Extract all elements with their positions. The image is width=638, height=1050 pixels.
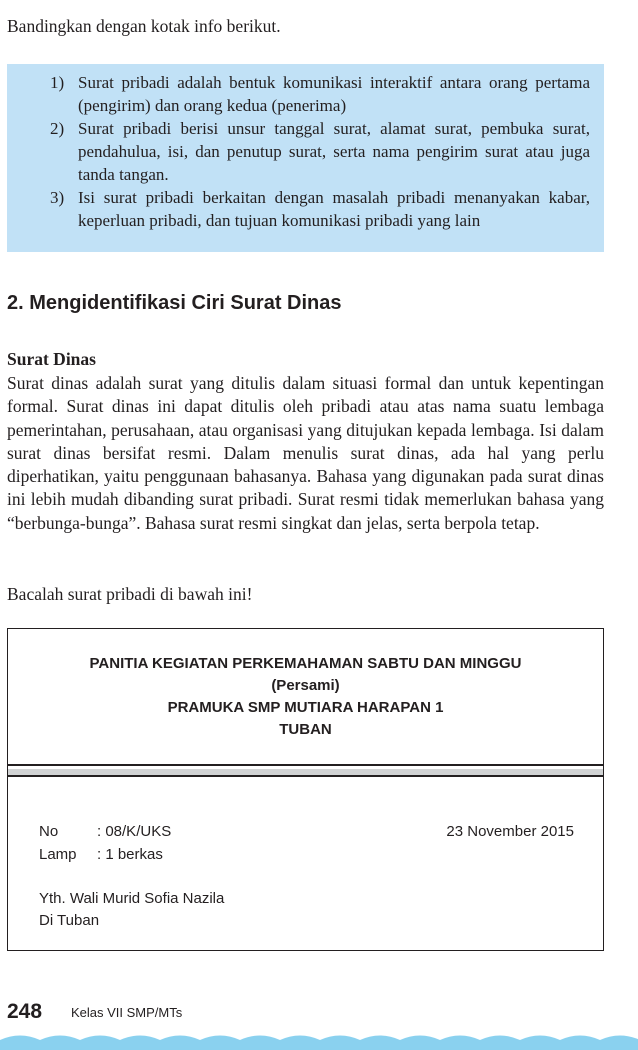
letter-number-label: No: [39, 823, 59, 840]
letter-number-value: : 08/K/UKS: [97, 823, 172, 840]
letter-header-line: PANITIA KEGIATAN PERKEMAHAMAN SABTU DAN MINGGU: [89, 655, 522, 672]
letter-recipient: [39, 888, 224, 932]
letter-number-row: [39, 823, 171, 840]
attachment-label: Lamp: [39, 846, 77, 863]
book-title: Kelas VII SMP/MTs: [71, 1005, 183, 1020]
info-item-number: 3): [50, 188, 65, 207]
read-prompt: Bacalah surat pribadi di bawah ini!: [7, 584, 253, 604]
attachment-value: : 1 berkas: [97, 846, 163, 863]
letter-date: 23 November 2015: [446, 823, 574, 840]
info-item-text: Surat pribadi adalah bentuk komunikasi interaktif antara orang pertama (pengirim) dan orang kedua (penerima): [78, 73, 590, 115]
info-item: [50, 71, 590, 117]
letterhead-rule: [8, 775, 603, 777]
letter-box: [7, 628, 604, 951]
intro-text: Bandingkan dengan kotak info berikut.: [7, 16, 281, 36]
letterhead-rule: [8, 764, 603, 766]
letter-header-line: PRAMUKA SMP MUTIARA HARAPAN 1: [167, 699, 444, 716]
page-number: 248: [7, 1000, 43, 1023]
letter-header: [8, 653, 603, 741]
sub-heading: Surat Dinas: [7, 349, 96, 369]
recipient-name: Yth. Wali Murid Sofia Nazila: [39, 890, 225, 907]
decorative-wave: [0, 1028, 638, 1050]
info-item-number: 2): [50, 119, 65, 138]
info-box: [7, 64, 604, 252]
info-item: [50, 186, 590, 232]
wave-shape: [0, 1036, 638, 1050]
info-item-text: Isi surat pribadi berkaitan dengan masalah pribadi menanyakan kabar, keperluan pribadi, dan tujuan komunikasi pribadi yang lain: [78, 188, 590, 230]
recipient-location: Di Tuban: [39, 912, 100, 929]
body-paragraph: Surat dinas adalah surat yang ditulis dalam situasi formal dan untuk kepentingan formal. Surat dinas ini dapat ditulis oleh pribadi atau atas nama suatu lembaga pemerintahan, perusahaan, atau organisasi yang ditujukan kepada lembaga. Isi dalam surat dinas bersifat resmi. Dalam menulis surat dinas, ada hal yang perlu diperhatikan, yaitu penggunaan bahasanya. Bahasa yang digunakan pada surat dinas ini lebih mudah dibanding surat pribadi. Surat resmi tidak memerlukan bahasa yang “berbunga-bunga”. Bahasa surat resmi singkat dan jelas, serta berpola tetap.: [7, 373, 604, 533]
attachment-row: [39, 846, 163, 863]
info-item-text: Surat pribadi berisi unsur tanggal surat, alamat surat, pembuka surat, pendahulua, isi, dan penutup surat, serta nama pengirim surat atau juga tanda tangan.: [78, 119, 590, 184]
info-item: [50, 117, 590, 186]
info-item-number: 1): [50, 73, 65, 92]
section-heading: 2. Mengidentifikasi Ciri Surat Dinas: [7, 292, 342, 314]
letter-header-line: TUBAN: [279, 721, 332, 738]
letter-header-line: (Persami): [271, 677, 340, 694]
